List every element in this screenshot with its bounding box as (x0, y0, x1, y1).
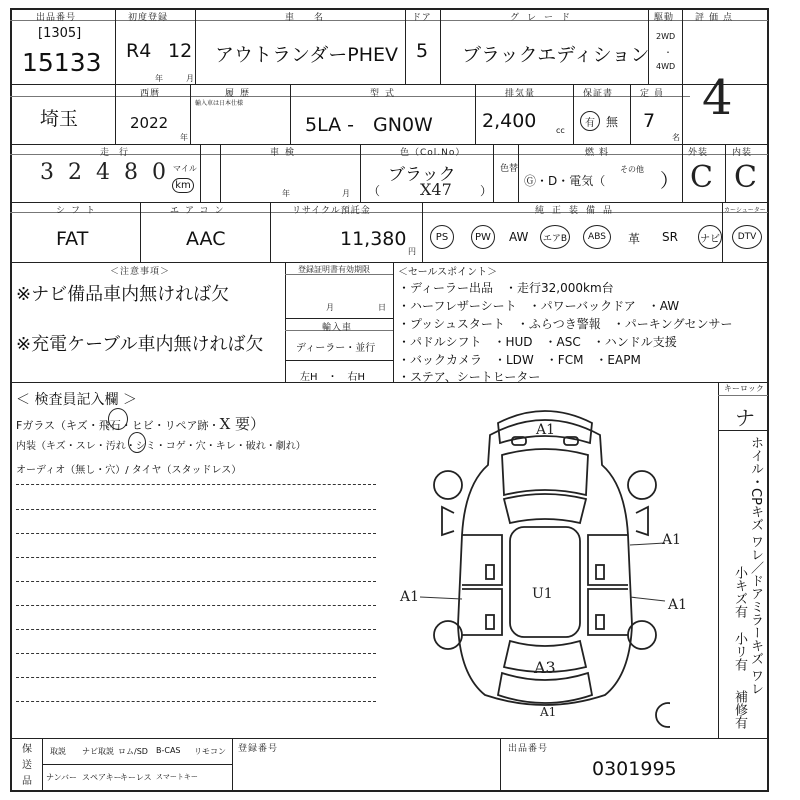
yen: 円 (408, 247, 416, 256)
capacity-label: 定員 (640, 89, 669, 99)
equip-leather: 革 (628, 232, 641, 246)
score-label: 評価点 (695, 13, 738, 23)
footer-keyless: キーレス (120, 773, 152, 782)
color-code: X47 (420, 180, 452, 199)
unit-km: km (172, 178, 194, 193)
label-band-4 (10, 212, 768, 213)
v4 (440, 8, 441, 85)
dash-8 (16, 653, 376, 654)
score-value: 4 (702, 70, 733, 126)
footer-manual: 取説 (50, 747, 66, 756)
car-name: アウトランダーPHEV (215, 44, 398, 66)
sales-point-1: ・ディーラー出品 ・走行32,000km台 (398, 281, 614, 295)
legend-sub1: 小キズ有 (732, 566, 747, 618)
capacity-unit: 名 (672, 133, 680, 142)
sales-point-6: ・ステア、シートヒーター (398, 370, 541, 384)
import-label: 輸入車 (322, 323, 353, 333)
ac: AAC (186, 228, 226, 250)
grade-label: グレード (510, 13, 579, 23)
legend-sub2: 小リ有 (732, 632, 747, 671)
recycle-label: リサイクル預託金 (292, 206, 371, 216)
dash-10 (16, 701, 376, 702)
interior-label: 内装 (732, 148, 753, 158)
sales-label: ＜セールスポイント＞ (398, 267, 498, 278)
equip-aw: AW (509, 230, 529, 244)
recycle: 11,380 (340, 228, 407, 250)
v24 (718, 382, 719, 739)
year-mark-2: 年 (180, 133, 188, 142)
import-val: ディーラー・並行 (296, 343, 376, 354)
year-mark: 年 (155, 74, 163, 83)
door-label: ドア (412, 13, 432, 23)
v8 (290, 84, 291, 145)
dash-2 (16, 509, 376, 510)
footer-smart-key: スマートキー (156, 773, 198, 781)
first-reg-era: R4 (126, 40, 152, 62)
mark-right-rear: A1 (668, 597, 688, 613)
history-sub: 輸入車は日本仕様 (195, 100, 244, 107)
car-name-label: 車名 (285, 13, 344, 23)
glass-circle (108, 408, 128, 430)
frame-left (10, 8, 12, 792)
v20 (422, 202, 423, 263)
displacement: 2,400 (482, 110, 537, 132)
exterior: C (690, 160, 713, 195)
color-chg: 色替 (500, 164, 519, 174)
equip-ps: PS (430, 225, 454, 249)
mileage-label: 走行 (100, 148, 139, 158)
glass-line: Fガラス（キズ・飛石・ヒビ・リペア跡・X 要） (16, 415, 266, 433)
footer-plate: ナンバー (46, 773, 78, 782)
frame-bottom (10, 790, 768, 792)
equip-airbag: エアB (540, 225, 570, 249)
v22 (285, 262, 286, 383)
note-line-1: ※ナビ備品車内無ければ欠 (16, 284, 230, 305)
v26 (232, 738, 233, 791)
drive-label: 駆動 (654, 13, 675, 23)
equip-dtv: DTV (732, 225, 762, 249)
v12 (200, 144, 201, 203)
exterior-label: 外装 (688, 148, 709, 158)
v19 (270, 202, 271, 263)
dash-3 (16, 533, 376, 534)
dash-5 (16, 581, 376, 582)
doors: 5 (416, 40, 429, 62)
shift-label: シフト (56, 206, 102, 216)
mark-right-door: A1 (662, 532, 682, 548)
footer-bcas: B-CAS (156, 746, 181, 755)
equip-sr: SR (662, 230, 678, 244)
drive-2wd: 2WD (656, 32, 676, 41)
v18 (140, 202, 141, 263)
interior-line: 内装（キズ・スレ・汚れ・シミ・コゲ・穴・キレ・破れ・劇れ） (16, 441, 306, 452)
displacement-label: 排気量 (505, 89, 536, 99)
inspection-label: 車検 (270, 148, 301, 158)
model-label: 型式 (370, 89, 401, 99)
footer-parts: 保 送 品 (22, 744, 32, 787)
region: 埼玉 (40, 108, 79, 130)
row-line-3 (10, 202, 768, 203)
warranty-yes: 有 (580, 111, 600, 131)
fuel-options: Ⓖ・D・電気（ (524, 174, 606, 188)
warranty-label: 保証書 (583, 89, 614, 99)
year-label: 西暦 (140, 89, 161, 99)
mileage-digits: 32480 (40, 160, 180, 185)
year: 2022 (130, 114, 169, 132)
shift: FAT (56, 228, 89, 250)
row-line-6 (10, 738, 768, 739)
row-line-1 (10, 84, 768, 85)
warranty-no: 無 (606, 115, 619, 129)
fuel-label: 燃料 (585, 148, 614, 158)
drive-4wd: 4WD (656, 62, 676, 71)
dash-6 (16, 605, 376, 606)
insp-month: 月 (342, 189, 350, 198)
key-value: ナ (735, 406, 755, 430)
capacity: 7 (643, 110, 656, 132)
v9 (475, 84, 476, 145)
v6 (682, 8, 683, 202)
insp-year: 年 (282, 189, 290, 198)
seat-number: 0301995 (592, 758, 677, 780)
grade: ブラックエディション (462, 44, 650, 66)
v2 (195, 8, 196, 85)
v11 (630, 84, 631, 145)
h-imp (285, 318, 393, 319)
color-label: 色（Col.No） (400, 148, 466, 158)
steer: 左H ・ 右H (300, 372, 366, 383)
sales-point-3: ・プッシュスタート ・ふらつき警報 ・パーキングセンサー (398, 317, 733, 331)
footer-remote: リモコン (194, 747, 226, 756)
h-key (718, 395, 768, 396)
sales-point-4: ・パドルシフト ・HUD ・ASC ・ハンドル支援 (398, 335, 677, 349)
v3 (405, 8, 406, 85)
h-steer (285, 360, 393, 361)
lot-label: 出品番号 (36, 13, 77, 23)
seat-label: 出品番号 (508, 744, 549, 754)
equip-label: 純正装備品 (535, 206, 621, 216)
v10 (573, 84, 574, 145)
mark-bumper: A1 (540, 705, 557, 719)
footer-rom-sd: ロム/SD (118, 747, 148, 756)
footer-spare-key: スペアキー (82, 773, 122, 782)
row-line-4 (10, 262, 768, 263)
lot-prefix: [1305] (38, 26, 82, 41)
registered-label: 登録番号 (238, 744, 279, 754)
v27 (500, 738, 501, 791)
history-label: 履歴 (225, 89, 256, 99)
v17 (725, 144, 726, 203)
fuel-other: その他 (620, 165, 644, 174)
v23 (393, 262, 394, 383)
equip-abs: ABS (583, 225, 611, 249)
row-line-5 (10, 382, 768, 383)
interior: C (734, 160, 757, 195)
cc-unit: cc (556, 126, 565, 135)
inspection-title: ＜ 検査員記入欄 ＞ (16, 392, 137, 408)
first-reg-label: 初度登録 (128, 13, 169, 23)
v7 (190, 84, 191, 145)
key-label: キーロック (724, 384, 764, 393)
equip-navi: ナビ (698, 225, 722, 249)
mark-front: A1 (536, 422, 556, 438)
dash-4 (16, 557, 376, 558)
lot-number: 15133 (22, 48, 102, 77)
dash-7 (16, 629, 376, 630)
cool-label: カーシューター (724, 207, 766, 214)
dash-9 (16, 677, 376, 678)
reg-month: 月 (326, 303, 334, 312)
mark-left-door: A1 (400, 589, 420, 605)
frame-right (767, 8, 769, 792)
reg-expiry-label: 登録証明書有効期限 (298, 265, 370, 274)
v16 (518, 144, 519, 203)
v15 (493, 144, 494, 203)
unit-mile: マイル (173, 164, 197, 173)
mark-roof: U1 (532, 586, 553, 602)
legend-sub3: 補修有 (732, 690, 747, 729)
caution-label: ＜注意事項＞ (110, 267, 171, 277)
sales-point-5: ・バックカメラ ・LDW ・FCM ・EAPM (398, 353, 641, 367)
interior-circle (128, 432, 146, 453)
footer-navi-manual: ナビ取説 (82, 747, 114, 756)
reg-day: 日 (378, 303, 386, 312)
color: ブラック (388, 165, 456, 185)
month-mark: 月 (186, 74, 194, 83)
v21 (722, 202, 723, 263)
legend-main: ホイル・CPキズ ワレ／ドアミラーキズ ワレ (748, 436, 763, 696)
v1 (115, 8, 116, 145)
dash-1 (16, 484, 376, 485)
mark-rear: A3 (534, 658, 556, 677)
h-foot (42, 764, 232, 765)
v13 (220, 144, 221, 203)
car-diagram (420, 395, 670, 735)
sales-point-2: ・ハーフレザーシート ・パワーバックドア ・AW (398, 299, 680, 313)
model: 5LA - GN0W (305, 114, 433, 136)
note-line-2: ※充電ケーブル車内無ければ欠 (16, 334, 264, 355)
equip-pw: PW (471, 225, 495, 249)
audio-line: オーディオ（無し・穴）/ タイヤ（スタッドレス） (16, 465, 242, 476)
v14 (360, 144, 361, 203)
first-reg-month: 12 (168, 40, 193, 62)
ac-label: エアコン (170, 206, 230, 216)
